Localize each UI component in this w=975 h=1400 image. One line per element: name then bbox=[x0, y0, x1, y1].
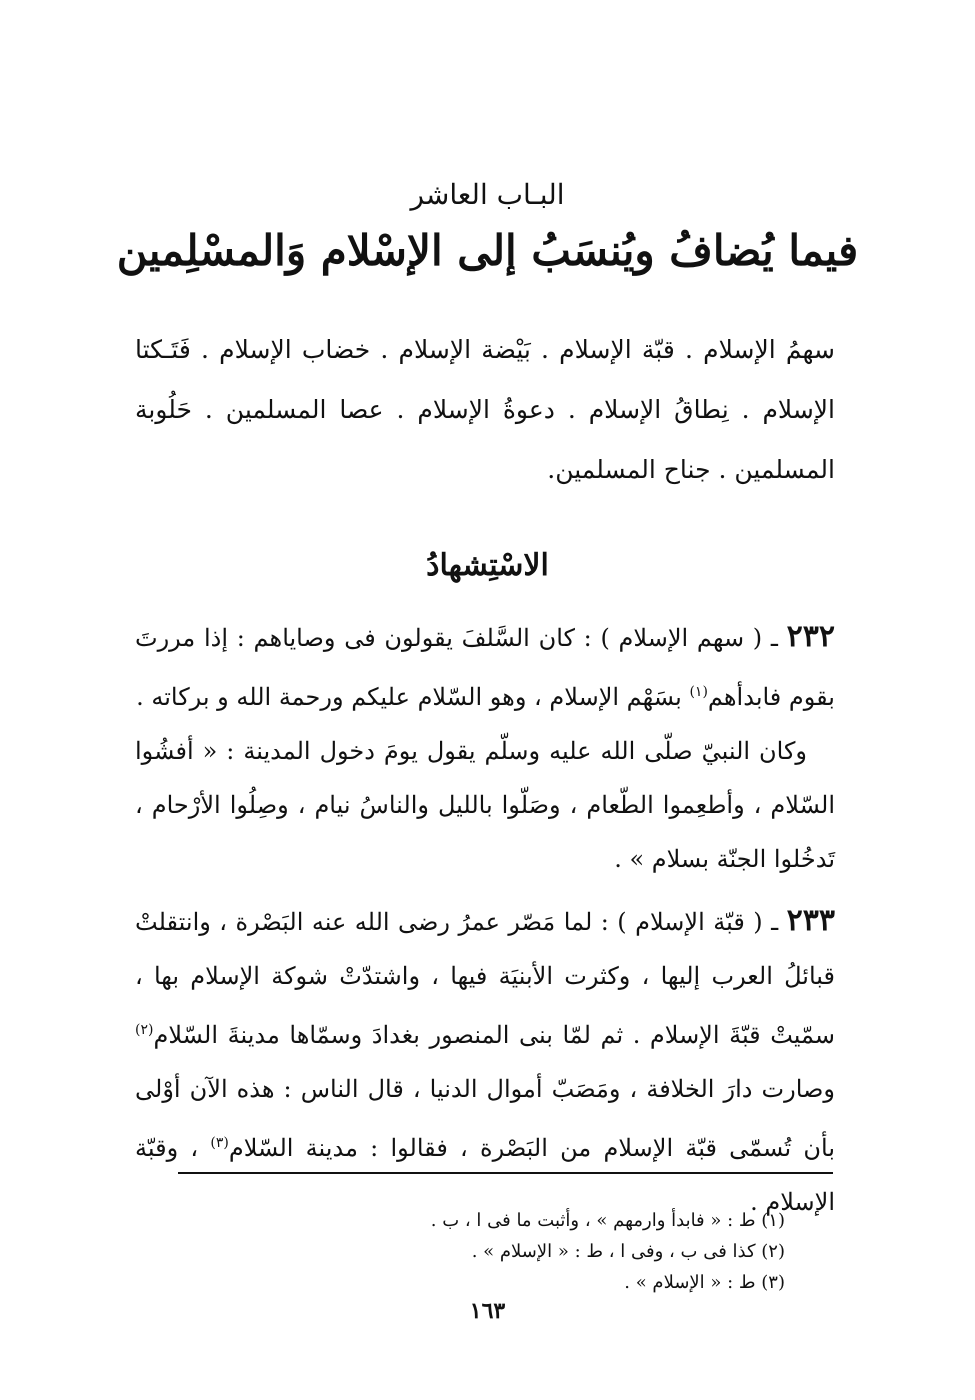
footnote-ref: (٣) bbox=[210, 1135, 229, 1151]
chapter-label: البـاب العاشر bbox=[410, 178, 565, 211]
entry-text: ، وقبّة الإسلام . bbox=[135, 1134, 835, 1216]
footnote-3: (٣) ط : « الإسلام » . bbox=[624, 1272, 785, 1293]
entry-number: ٢٣٣ bbox=[786, 903, 835, 938]
footnote-ref: (١) bbox=[689, 684, 708, 700]
section-heading: الاسْتِشهادُ bbox=[426, 548, 549, 583]
entry-paragraph bbox=[135, 894, 835, 1229]
entry-text: ـ ( سهم الإسلام ) : كان السَّلفَ يقولون فى وصاياهم : إذا مررتَ بقوم فابدأهم bbox=[135, 624, 835, 711]
footnote-divider bbox=[178, 1172, 833, 1174]
chapter-title: فيما يُضافُ ويُنسَبُ إلى الإسْلام وَالمسْلِمين bbox=[116, 226, 859, 275]
entry-paragraph bbox=[135, 610, 835, 724]
entry-233 bbox=[135, 894, 835, 1229]
entry-232 bbox=[135, 610, 835, 886]
entry-text: وصارت دارَ الخلافة ، ومَصَبّ أموال الدنيا ، قال الناس : هذه الآن أوْلى بأن تُسمّى قبّة الإسلام من البَصْرة ، فقالوا : مدينة السّلام bbox=[135, 1075, 835, 1162]
footnote-2: (٢) كذا فى ب ، وفى ا ، ط : « الإسلام » . bbox=[471, 1241, 785, 1262]
entry-text: بسَهْم الإسلام ، وهو السّلام عليكم ورحمة الله و بركاته . bbox=[136, 683, 682, 711]
footnotes bbox=[300, 1205, 785, 1298]
footnote-1: (١) ط : « فابدأ وارمهم » ، وأثبت ما فى ا ، ب . bbox=[430, 1210, 785, 1231]
entry-continuation: وكان النبيّ صلّى الله عليه وسلّم يقول يومَ دخول المدينة : « أفشُوا السّلام ، وأطعِموا الطّعام ، وصَلّوا بالليل والناسُ نيام ، وصِلُوا الأرْحام ، تَدخُلوا الجنّة بسلام » . bbox=[135, 737, 835, 873]
intro-paragraph: سهمُ الإسلام . قبّة الإسلام . بَيْضة الإسلام . خضاب الإسلام . فَتَـكتا الإسلام . نِطاقُ الإسلام . دعوةُ الإسلام . عصا المسلمين . حَلُوبة المسلمين . جناح المسلمين. bbox=[135, 335, 835, 484]
entry-text: ـ ( قبّة الإسلام ) : لما مَصّر عمرُ رضى الله عنه البَصْرة ، وانتقلتْ قبائلُ العرب إليها ، وكثرت الأبنيَة فيها ، واشتدّتْ شوكة الإسلام بها ، سمّيتْ قبّةَ الإسلام . ثم لمّا بنى المنصور بغدادَ وسمّاها مدينةَ السّلام bbox=[135, 908, 835, 1049]
footnote-ref: (٢) bbox=[135, 1022, 154, 1038]
entry-number: ٢٣٢ bbox=[786, 619, 835, 654]
page-number: ١٦٣ bbox=[469, 1298, 506, 1324]
